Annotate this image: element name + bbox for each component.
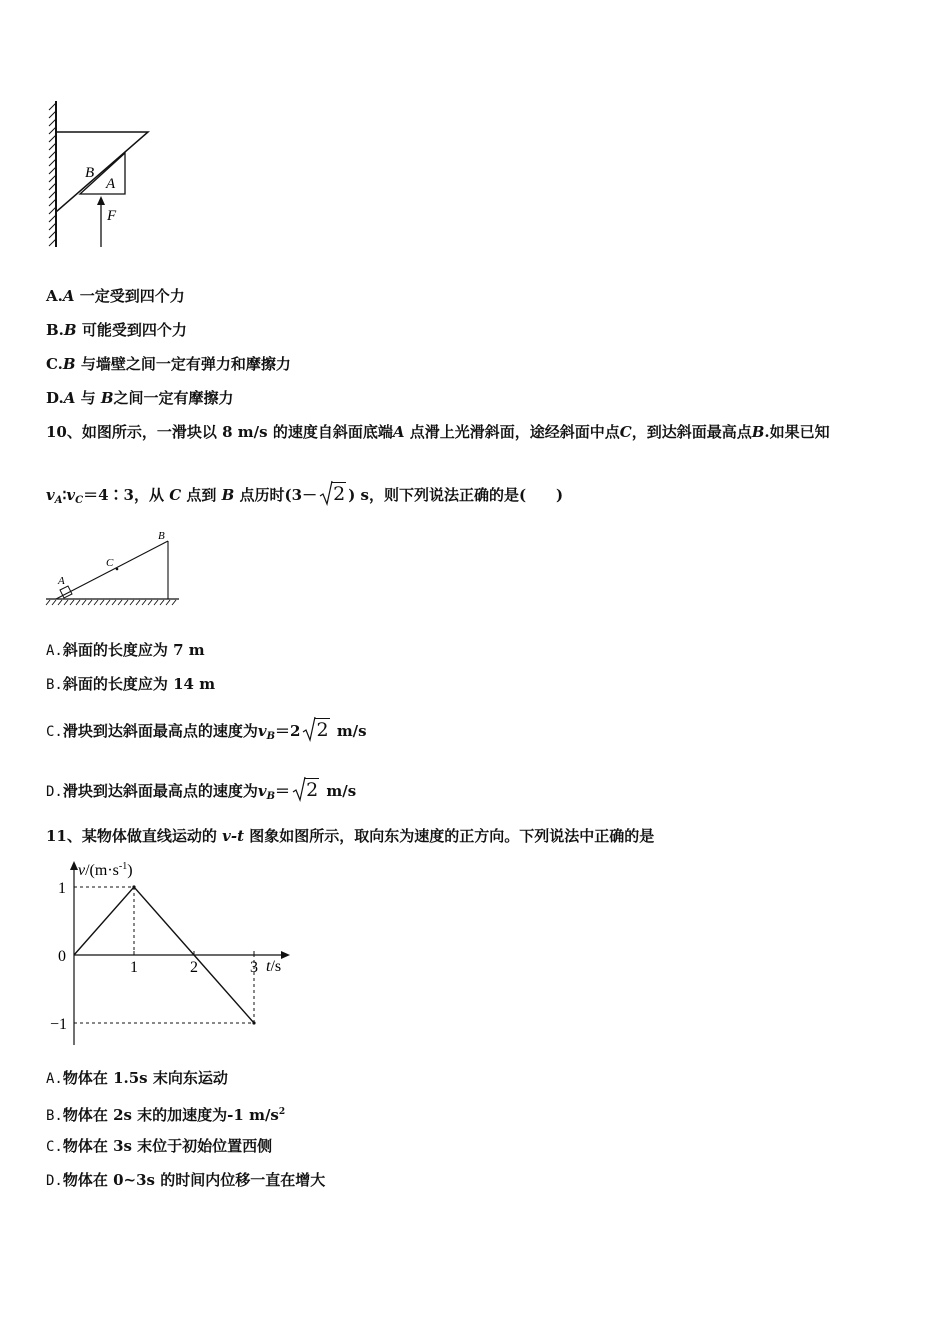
x-tick-label: 1	[130, 959, 138, 976]
incline-label-b: B	[158, 530, 165, 542]
option-11a: A.物体在 1.5s 末向东运动	[46, 1069, 228, 1087]
label-f: F	[107, 208, 117, 224]
data-point	[252, 1021, 255, 1024]
option-10d: D.滑块到达斜面最高点的速度为$v_B=$ 2 m/s	[46, 779, 357, 802]
y-tick-label: 0	[58, 948, 66, 965]
option-9a: A.A 一定受到四个力	[46, 287, 185, 305]
option-11b: B.物体在 2s 末的加速度为-1 $m/s^2$	[46, 1106, 286, 1124]
incline-label-c: C	[106, 557, 114, 569]
y-axis-label: $v/(m\cdot s^{-1})$	[78, 861, 133, 879]
option-9c: C.B 与墙壁之间一定有弹力和摩擦力	[46, 355, 291, 373]
option-11d: D.物体在 0~3s 的时间内位移一直在增大	[46, 1171, 326, 1189]
figure-wall-blocks	[40, 95, 170, 255]
option-11c: C.物体在 3s 末位于初始位置西侧	[46, 1137, 273, 1155]
y-tick-label: 1	[58, 880, 66, 897]
option-10c: C.滑块到达斜面最高点的速度为$v_B=2$ 2 m/s	[46, 719, 367, 742]
sqrt-2: 2	[292, 780, 319, 800]
question-11: 11、某物体做直线运动的 v-t 图象如图所示，取向东为速度的正方向。下列说法中正确的是	[46, 827, 655, 845]
x-tick-label: 2	[190, 959, 198, 976]
figure-incline	[44, 528, 184, 610]
sqrt-2: 2	[319, 484, 346, 504]
option-9b: B.B 可能受到四个力	[46, 321, 187, 339]
vt-chart	[44, 855, 304, 1055]
data-point	[132, 885, 135, 888]
y-tick-label: −1	[50, 1016, 68, 1033]
option-10b: B.斜面的长度应为 14 m	[46, 675, 216, 693]
label-a: A	[106, 176, 116, 192]
x-axis-label: t/s	[266, 958, 282, 975]
sqrt-2: 2	[302, 720, 329, 740]
incline-label-a: A	[58, 575, 65, 587]
question-10-line2: $v_A∶v_C=4∶3$，从 C 点到 B 点历时(3－ 2 ) s，则下列说法正确的是( )	[46, 483, 564, 506]
option-10a: A.斜面的长度应为 7 m	[46, 641, 205, 659]
label-b: B	[85, 165, 95, 181]
option-9d: D.A 与 B之间一定有摩擦力	[46, 389, 234, 407]
x-tick-label: 3	[250, 959, 258, 976]
question-10-line1: 10、如图所示，一滑块以 8 m/s 的速度自斜面底端A 点滑上光滑斜面，途经斜面中点C，到达斜面最高点B.如果已知	[46, 423, 830, 441]
